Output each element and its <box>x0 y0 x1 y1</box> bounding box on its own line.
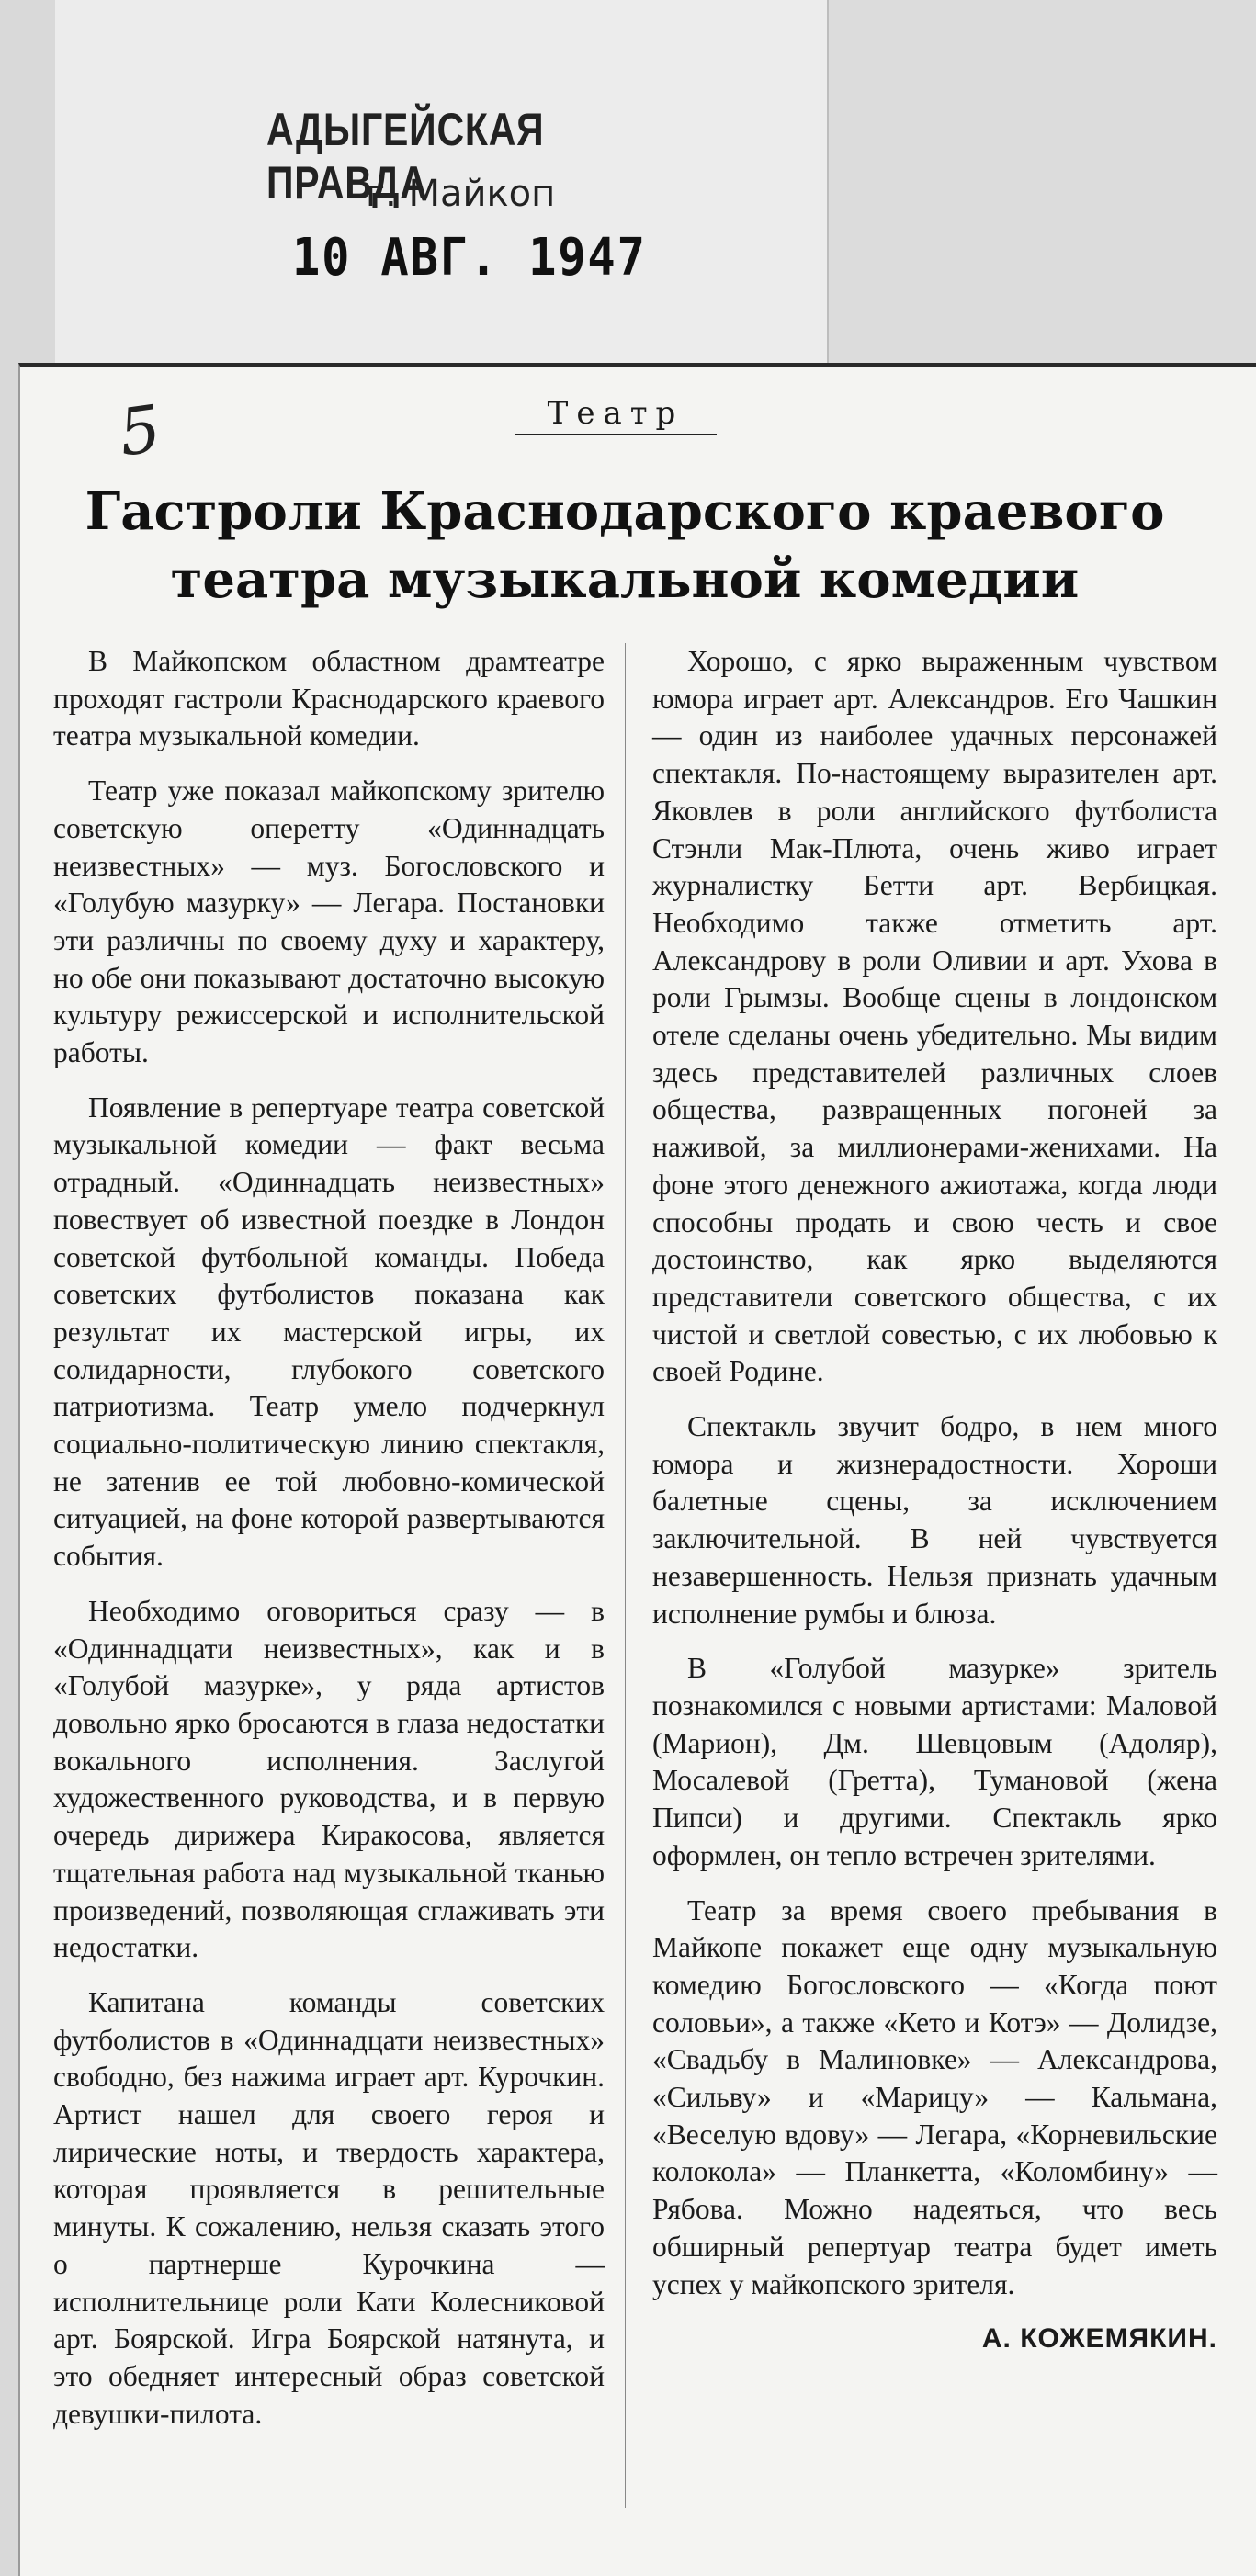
article-author: А. КОЖЕМЯКИН. <box>981 2323 1217 2355</box>
stamp-date: 10 АВГ. 1947 <box>292 228 647 288</box>
headline-line-2: театра музыкальной комедии <box>170 549 1080 610</box>
paragraph: Капитана команды советских футболистов в «Одиннадцати неизвестных» свободно, без нажима играет арт. Курочкин. Артист нашел для своего героя и лирические ноты, и твердость характера, которая проявляется в решительные минуты. К сожалению, нельзя сказать этого о партнерше Курочкина — исполнительнице роли Кати Колесниковой арт. Боярской. Игра Боярской натянута, и это обедняет интересный образ советской девушки-пилота. <box>53 1985 605 2430</box>
article-column-right <box>652 643 1217 2376</box>
headline-line-1: Гастроли Краснодарского краевого <box>85 481 1165 542</box>
stamp-city: г. Майкоп <box>366 173 556 215</box>
header-paper-margin <box>829 0 1256 363</box>
paragraph: Появление в репертуаре театра советской музыкальной комедии — факт весьма отрадный. «Одиннадцать неизвестных» повествует об известной поездке в Лондон советской футбольной команды. Победа советских футболистов показана как результат их мастерской игры, их солидарности, глубокого советского патриотизма. Театр умело подчеркнул социально-политическую линию спектакля, не затенив ее той любовно-комической ситуацией, на фоне которой развертываются события. <box>53 1090 605 1573</box>
paragraph: Театр уже показал майкопскому зрителю советскую оперетту «Одиннадцать неизвестных» — муз. Богословского и «Голубую мазурку» — Легара. Постановки эти различны по своему духу и характеру, но обе они показывают достаточно высокую культуру режиссерской и исполнительской работы. <box>53 774 605 1069</box>
paragraph: В Майкопском областном драмтеатре проходят гастроли Краснодарского краевого театра музыкальной комедии. <box>53 645 605 752</box>
stamp-publication: АДЫГЕЙСКАЯ ПРАВДА <box>266 104 545 209</box>
paragraph: Спектакль звучит бодро, в нем много юмора и жизнерадостности. Хороши балетные сцены, за исключением заключительной. В ней чувствуется незавершенность. Нельзя признать удачным исполнение румбы и блюза. <box>652 1410 1217 1630</box>
paragraph: Театр за время своего пребывания в Майкопе покажет еще одну музыкальную комедию Богословского — «Когда поют соловьи», а также «Кето и Котэ» — Долидзе, «Свадьбу в Малиновке» — Александрова, «Сильву» и «Марицу» — Кальмана, «Веселую вдову» — Легара, «Корневильские колокола» — Планкетта, «Коломбину» — Рябова. Можно надеяться, что весь обширный репертуар театра будет иметь успех у майкопского зрителя. <box>652 1893 1217 2300</box>
paragraph: Хорошо, с ярко выраженным чувством юмора играет арт. Александров. Его Чашкин — один из наиболее удачных персонажей спектакля. По-настоящему выразителен арт. Яковлев в роли английского футболиста Стэнли Мак-Плюта, очень живо играет журналистку Бетти арт. Вербицкая. Необходимо также отметить арт. Александрову в роли Оливии и арт. Ухова в роли Грымзы. Вообще сцены в лондонском отеле сделаны очень убедительно. Мы видим здесь представителей различных слоев общества, развращенных погоней за наживой, за миллионерами-женихами. На фоне этого денежного ажиотажа, когда люди способны продать и свою честь и свое достоинство, как ярко выделяются представители советского общества, с их чистой и светлой совестью, с их любовью к своей Родине. <box>652 645 1217 1388</box>
paragraph: Необходимо оговориться сразу — в «Одиннадцати неизвестных», как и в «Голубой мазурке», у ряда артистов довольно ярко бросаются в глаза недостатки вокального исполнения. Заслугой художественного руководства, и в первую очередь дирижера Киракосова, является тщательная работа над музыкальной тканью произведений, позволяющая сглаживать эти недостатки. <box>53 1594 605 1964</box>
paragraph: В «Голубой мазурке» зритель познакомился с новыми артистами: Маловой (Марион), Дм. Шевцовым (Адоляр), Мосалевой (Гретта), Тумановой (жена Пипси) и другими. Спектакль ярко оформлен, он тепло встречен зрителями. <box>652 1652 1217 1871</box>
column-divider <box>625 643 626 2508</box>
article-column-left <box>53 643 605 2450</box>
handwritten-margin-mark: 5 <box>114 390 166 471</box>
article-rubric: Театр <box>515 395 717 435</box>
article-headline <box>83 478 1167 614</box>
